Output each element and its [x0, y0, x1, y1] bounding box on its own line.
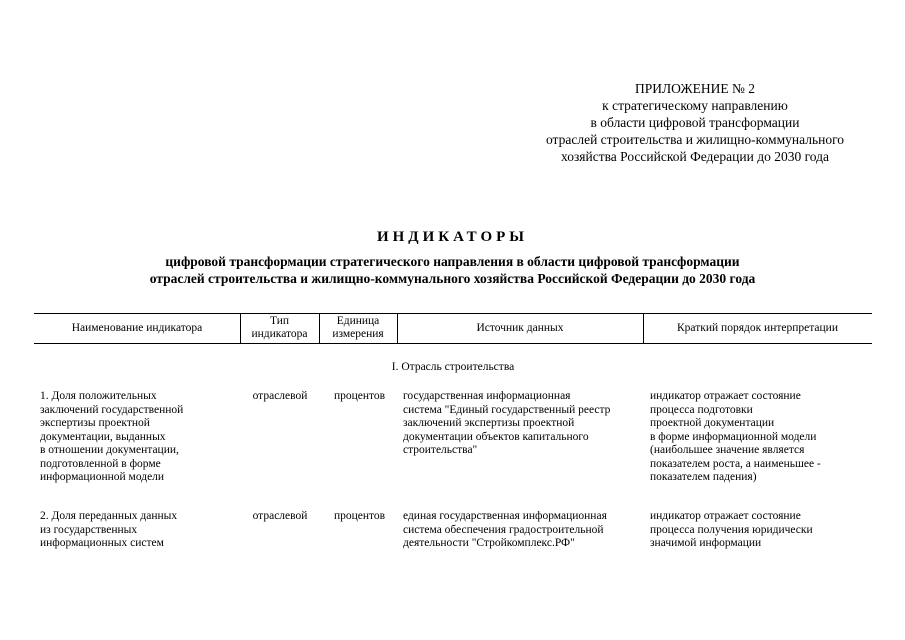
header-data-source: Источник данных: [476, 321, 564, 334]
appendix-block: [500, 80, 890, 165]
appendix-line: к стратегическому направлению: [602, 98, 788, 113]
table-cell-type: отраслевой: [252, 390, 308, 402]
table-cell-interpretation: индикатор отражает состояние процесса получения юридически значимой информации: [650, 510, 813, 549]
header-interpretation: Краткий порядок интерпретации: [677, 321, 838, 334]
table-cell-name: 2. Доля переданных данных из государственных информационных систем: [40, 510, 178, 549]
document-title: ИНДИКАТОРЫ: [376, 229, 529, 245]
table-cell-name: 1. Доля положительных заключений государственной экспертизы проектной документации, выданных в отношении документации, подготовленной в форме информационной модели: [40, 390, 184, 483]
section-heading: I. Отрасль строительства: [391, 361, 515, 373]
header-unit: Единица измерения: [332, 315, 384, 340]
appendix-line: отраслей строительства и жилищно-коммунального: [545, 132, 845, 147]
header-indicator-type: Тип индикатора: [251, 315, 308, 340]
table-cell-unit: процентов: [333, 390, 386, 402]
document-subtitle: [0, 253, 905, 287]
subtitle-line: отраслей строительства и жилищно-коммунального хозяйства Российской Федерации до 2030 года: [149, 271, 756, 286]
table-cell-unit: процентов: [333, 510, 386, 522]
appendix-line: хозяйства Российской Федерации до 2030 года: [560, 149, 830, 164]
appendix-line: в области цифровой трансформации: [590, 115, 800, 130]
table-cell-source: государственная информационная система "Единый государственный реестр заключений экспертизы проектной документации объектов капитального строительства": [403, 390, 611, 456]
table-cell-interpretation: индикатор отражает состояние процесса подготовки проектной документации в форме информационной модели (наибольшее значение является показателем роста, а наименьшее - показателем падения): [650, 390, 821, 483]
appendix-number: ПРИЛОЖЕНИЕ № 2: [634, 81, 756, 96]
table-cell-type: отраслевой: [252, 510, 308, 522]
header-indicator-name: Наименование индикатора: [71, 321, 203, 334]
table-header-rule: [34, 343, 872, 344]
table-cell-source: единая государственная информационная система обеспечения градостроительной деятельности "Стройкомплекс.РФ": [403, 510, 607, 549]
subtitle-line: цифровой трансформации стратегического направления в области цифровой трансформации: [165, 254, 740, 269]
